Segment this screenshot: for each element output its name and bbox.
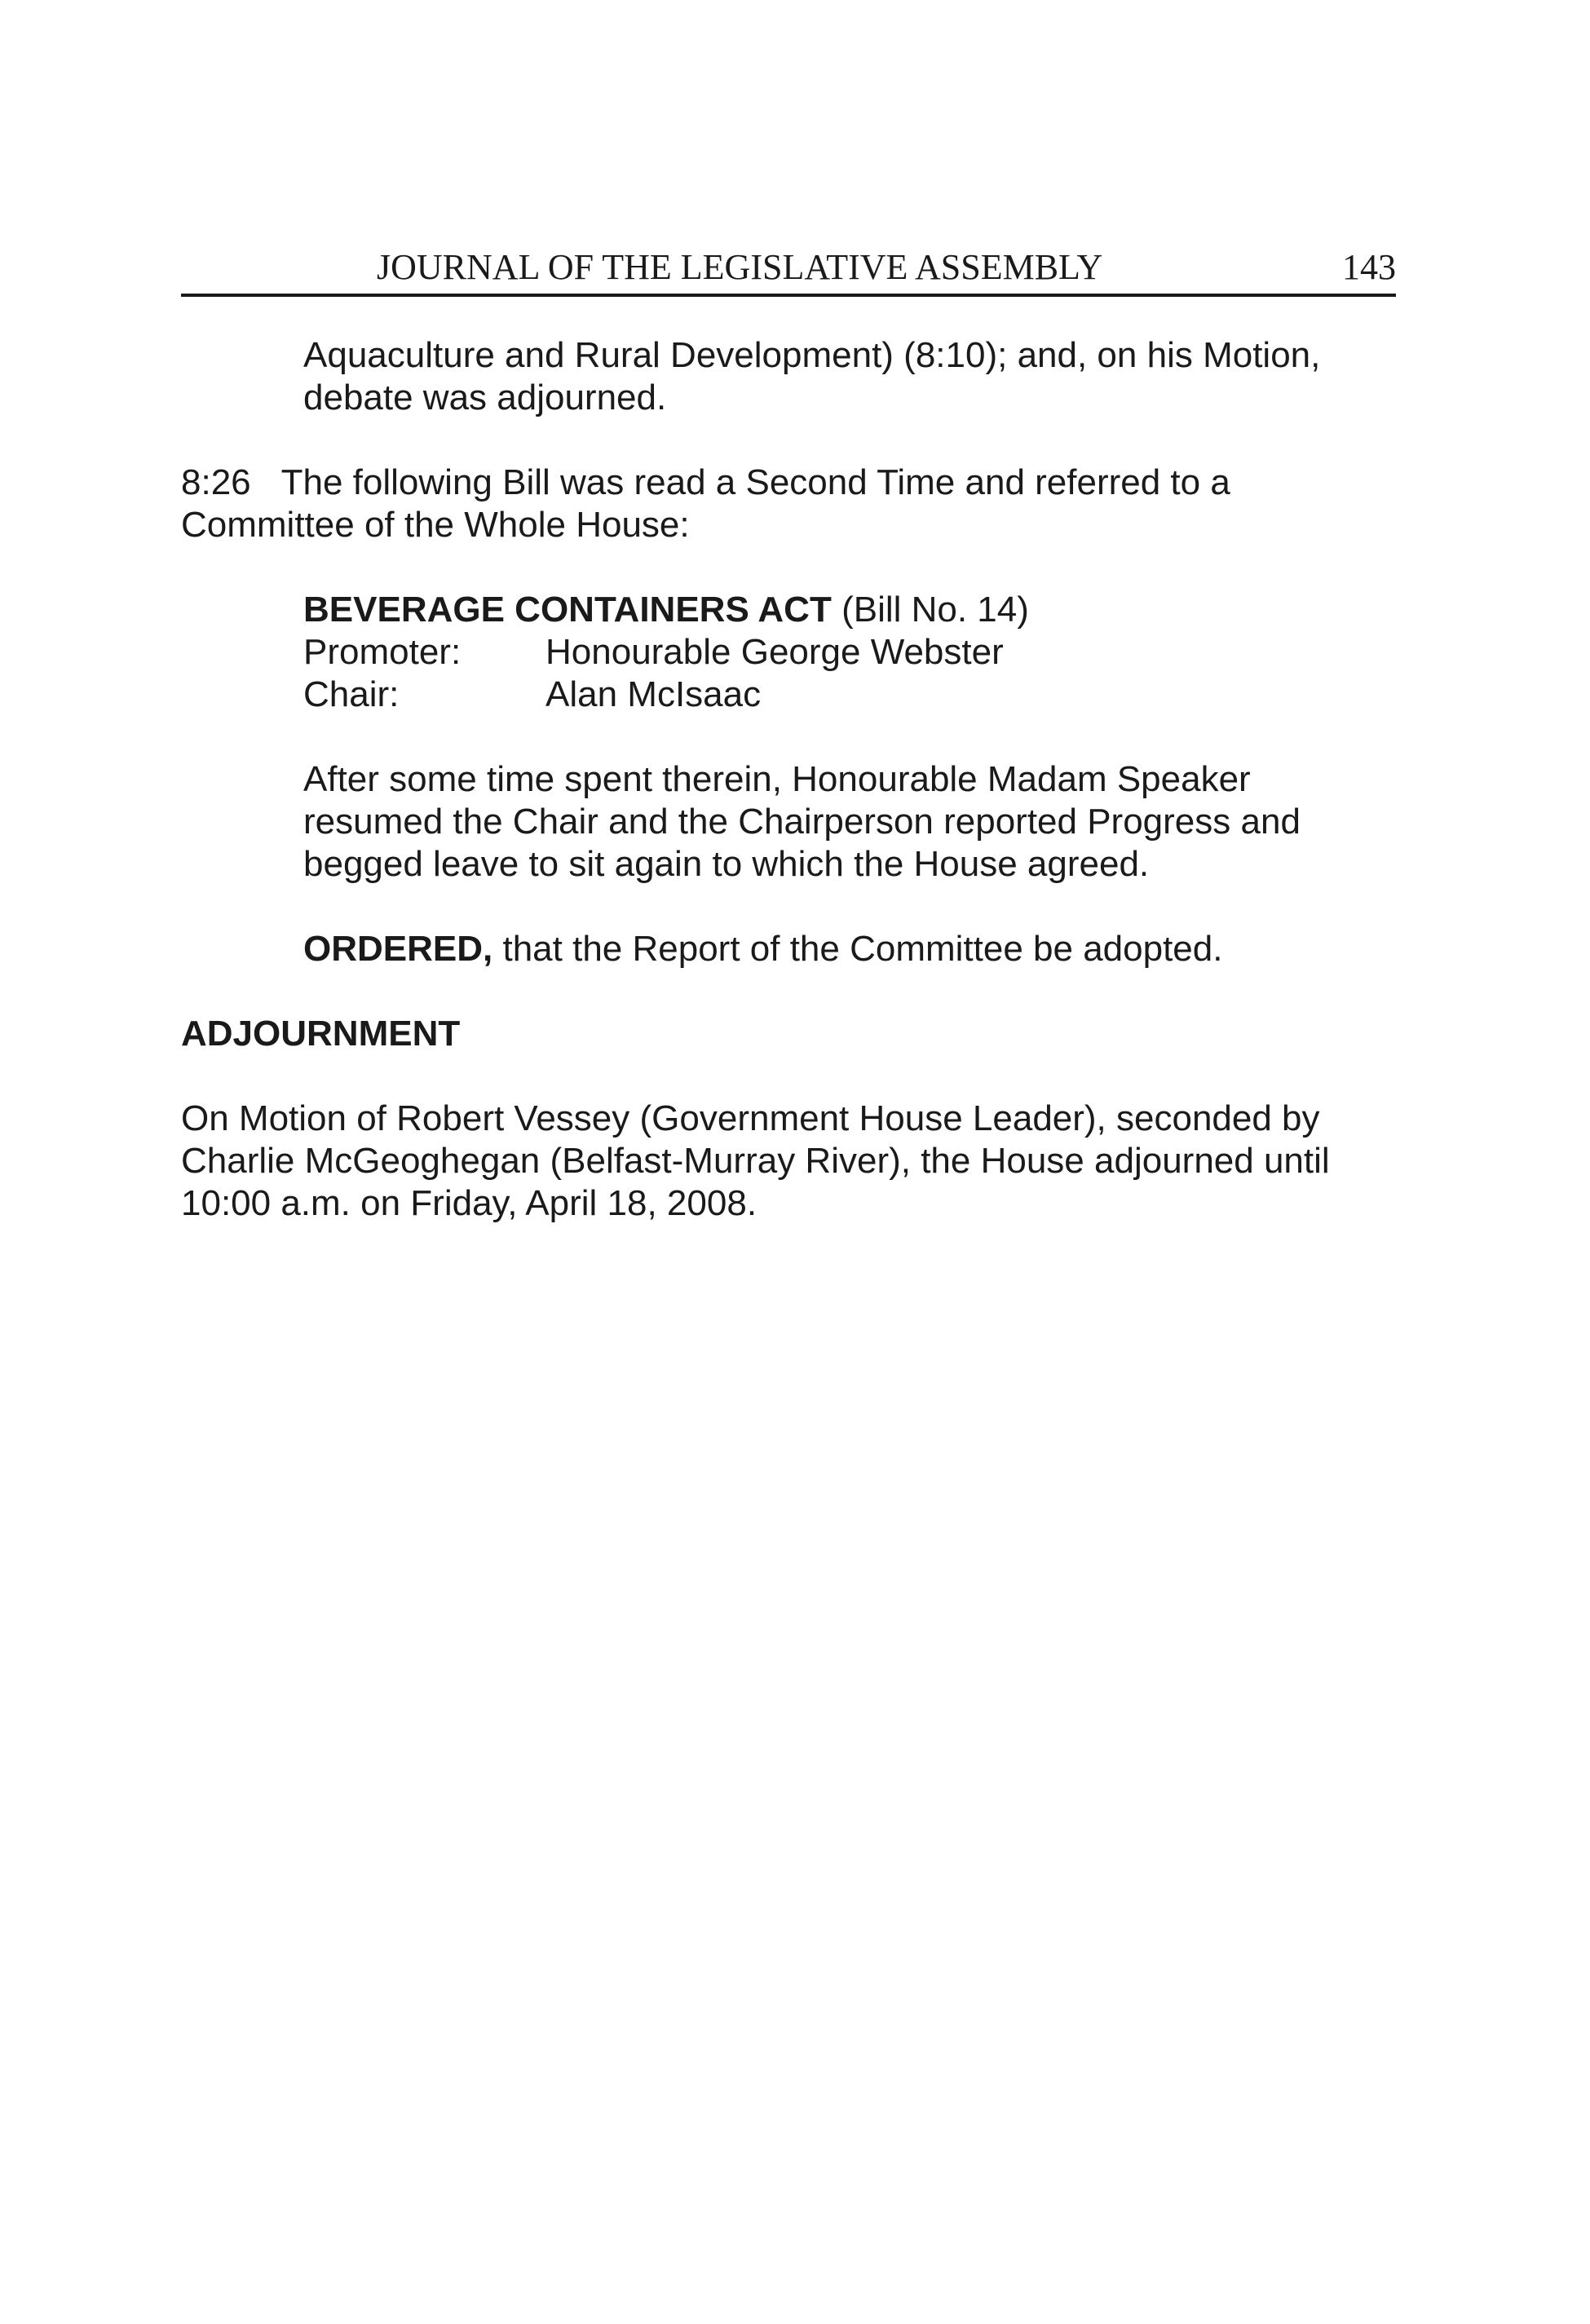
entry-time: 8:26 [181, 462, 251, 502]
committee-line: begged leave to sit again to which the House agreed. [303, 844, 1150, 884]
entry-text: The following Bill was read a Second Time and referred to a [280, 462, 1230, 502]
continuation-paragraph [303, 334, 1320, 419]
ordered-label: ORDERED, [303, 929, 493, 969]
ordered-text: that the Report of the Committee be adopted. [502, 929, 1223, 969]
promoter-value: Honourable George Webster [545, 632, 1004, 672]
ordered-paragraph [303, 928, 1222, 970]
bill-details [303, 589, 1029, 716]
adjournment-line: On Motion of Robert Vessey (Government House Leader), seconded by [181, 1098, 1320, 1138]
entry-text-continued: Committee of the Whole House: [181, 505, 690, 545]
page-header [181, 245, 1396, 297]
promoter-row [303, 631, 1029, 674]
page-number: 143 [1342, 247, 1396, 287]
promoter-label: Promoter: [303, 632, 462, 672]
bill-name: BEVERAGE CONTAINERS ACT [303, 590, 832, 630]
adjournment-line: 10:00 a.m. on Friday, April 18, 2008. [181, 1183, 757, 1223]
chair-label: Chair: [303, 674, 400, 714]
committee-line: After some time spent therein, Honourable Madam Speaker [303, 759, 1251, 799]
adjournment-heading: ADJOURNMENT [181, 1014, 461, 1054]
chair-row [303, 674, 1029, 716]
continuation-line: Aquaculture and Rural Development) (8:10); and, on his Motion, [303, 335, 1321, 375]
committee-paragraph [303, 758, 1301, 886]
second-reading-entry [181, 462, 1230, 546]
committee-line: resumed the Chair and the Chairperson reported Progress and [303, 802, 1301, 842]
adjournment-paragraph [181, 1098, 1330, 1225]
adjournment-line: Charlie McGeoghegan (Belfast-Murray River), the House adjourned until [181, 1141, 1330, 1181]
continuation-line: debate was adjourned. [303, 378, 667, 418]
journal-title: JOURNAL OF THE LEGISLATIVE ASSEMBLY [377, 247, 1103, 287]
bill-number: (Bill No. 14) [841, 590, 1029, 630]
chair-value: Alan McIsaac [545, 674, 762, 714]
